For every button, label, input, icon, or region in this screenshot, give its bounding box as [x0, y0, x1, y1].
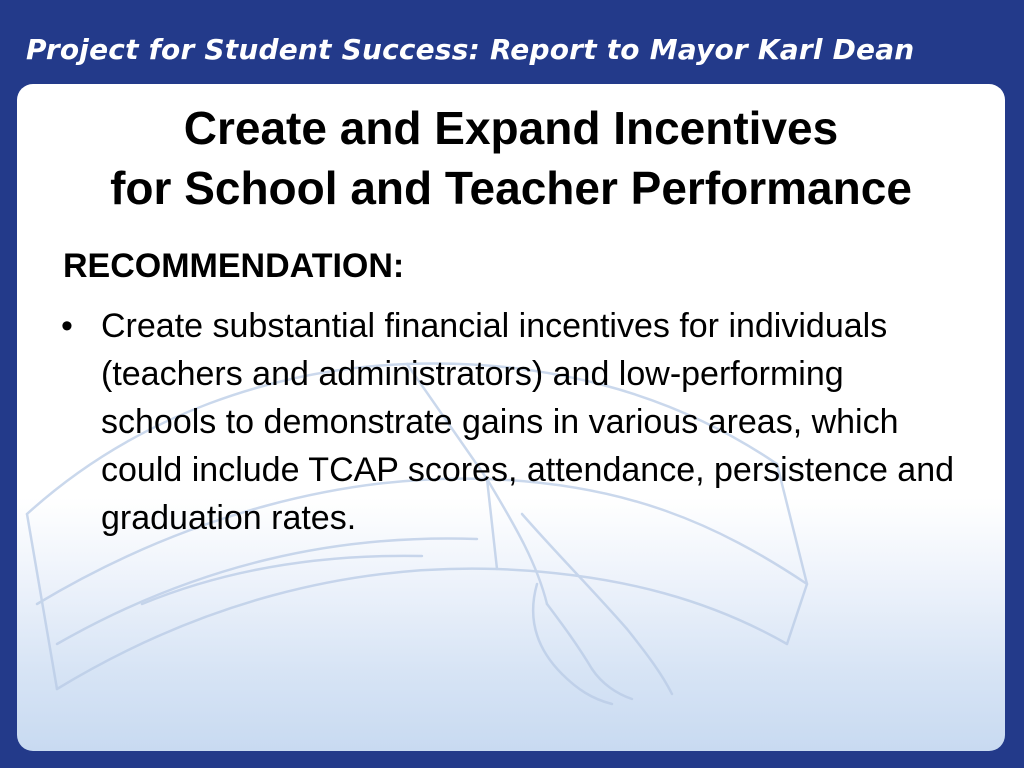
banner-title: Project for Student Success: Report to Mayor Karl Dean [26, 33, 915, 66]
slide-title-line-1: Create and Expand Incentives [183, 102, 839, 154]
recommendation-heading: RECOMMENDATION: [63, 247, 405, 285]
bullet-text: Create substantial financial incentives for individuals (teachers and administrators) and low-performing schools to demonstrate gains in various areas, which could include TCAP scores, attendance, persistence and graduation rates. [101, 307, 955, 537]
slide-title [17, 98, 1005, 218]
content-panel [17, 84, 1005, 751]
slide-title-line-2: for School and Teacher Performance [110, 162, 912, 214]
bullet-item [61, 302, 961, 542]
bullet-marker: • [61, 307, 73, 345]
